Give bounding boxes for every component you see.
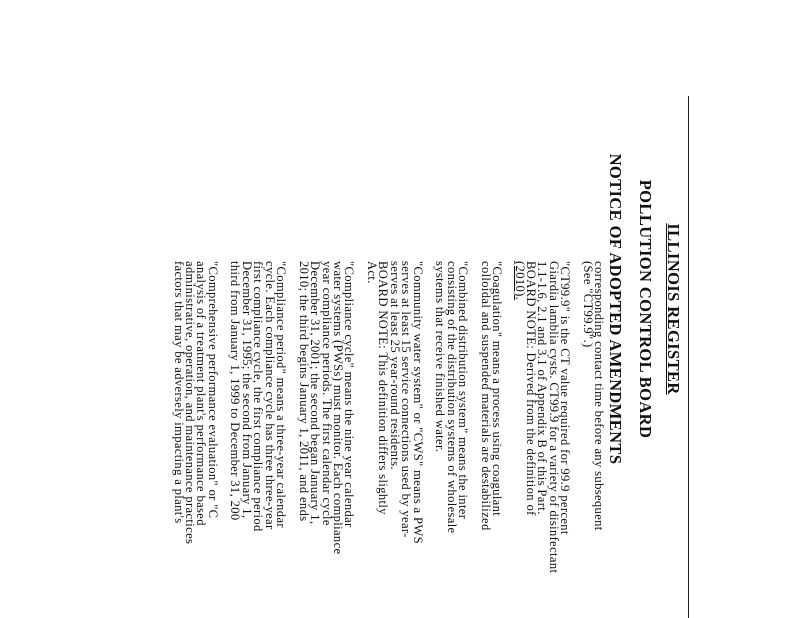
text-line: administrative, operation, and maintenance practices [183, 261, 198, 545]
paragraph [581, 261, 604, 618]
text-line: (2010). [512, 261, 527, 301]
text-line: "CT99.9" is the CT value required for 99.9 percent [558, 261, 573, 535]
text-line: colloidal and suspended materials are destabilized [478, 261, 493, 531]
text-line: "Combined distribution system" means the inter [455, 261, 470, 520]
page-header [600, 0, 688, 618]
text-line: consisting of the distribution systems of wholesale [444, 261, 459, 534]
text-line: serves at least 15 service connections used by year- [399, 261, 414, 538]
text-line: "Coagulation" means a process using coagulant [489, 261, 504, 517]
text-line: factors that may be adversely impacting a plant's [171, 261, 186, 524]
paragraph [434, 261, 468, 618]
document-body [161, 261, 604, 618]
header-rule [688, 96, 689, 618]
text-line: corresponding contact time before any subsequent [592, 261, 606, 531]
text-line: "Community water system" or "CWS" means a PWS [410, 261, 425, 544]
text-line: third from January 1, 1999 to December 31, 200 [228, 261, 243, 521]
text-line: systems that receive finished water. [433, 261, 448, 453]
board-name: POLLUTION CONTROL BOARD [636, 179, 655, 439]
text-line: water systems (PWSs) must monitor. Each compliance [330, 261, 345, 555]
text-line: serves at least 25 year-round residents. [387, 261, 402, 470]
text-line: 2010; the third begins January 1, 2011, and ends [296, 261, 311, 522]
text-line: December 31, 1995; the second from January 1, [239, 261, 254, 519]
paragraph [228, 261, 289, 618]
register-title: ILLINOIS REGISTER [664, 223, 683, 395]
text-line: Act. [364, 261, 379, 284]
text-line: cycle. Each compliance cycle has three three-year [262, 261, 277, 530]
text-line: BOARD NOTE: This definition differs slightly [376, 261, 391, 515]
paragraph [479, 261, 502, 618]
paragraph [296, 261, 357, 618]
text-line: December 31, 2001; the second began January 1, [308, 261, 323, 525]
text-line: "Compliance period" means a three-year calendar [274, 261, 289, 528]
paragraph [172, 261, 218, 618]
text-line: (See "CT99.9".) [580, 261, 595, 348]
text-line: BOARD NOTE: Derived from the definition of [523, 261, 538, 516]
text-line: first compliance cycle, the first compliance period [251, 261, 266, 532]
text-line: "Compliance cycle" means the nine year calendar [342, 261, 357, 528]
paragraph [366, 261, 423, 618]
text-line: "Comprehensive performance evaluation" or "C [205, 261, 220, 519]
text-line: Giardia lamblia cysts. CT99.9 for a variety of disinfectant [546, 261, 561, 574]
text-line: year compliance periods. The first calendar cycle [319, 261, 334, 526]
notice-title: NOTICE OF ADOPTED AMENDMENTS [606, 153, 625, 465]
text-line: analysis of a treatment plant's performance based [194, 261, 209, 526]
text-line: 1.1-1.6, 2.1 and 3.1 of Appendix B of this Part. [535, 261, 550, 515]
paragraph [512, 261, 573, 618]
